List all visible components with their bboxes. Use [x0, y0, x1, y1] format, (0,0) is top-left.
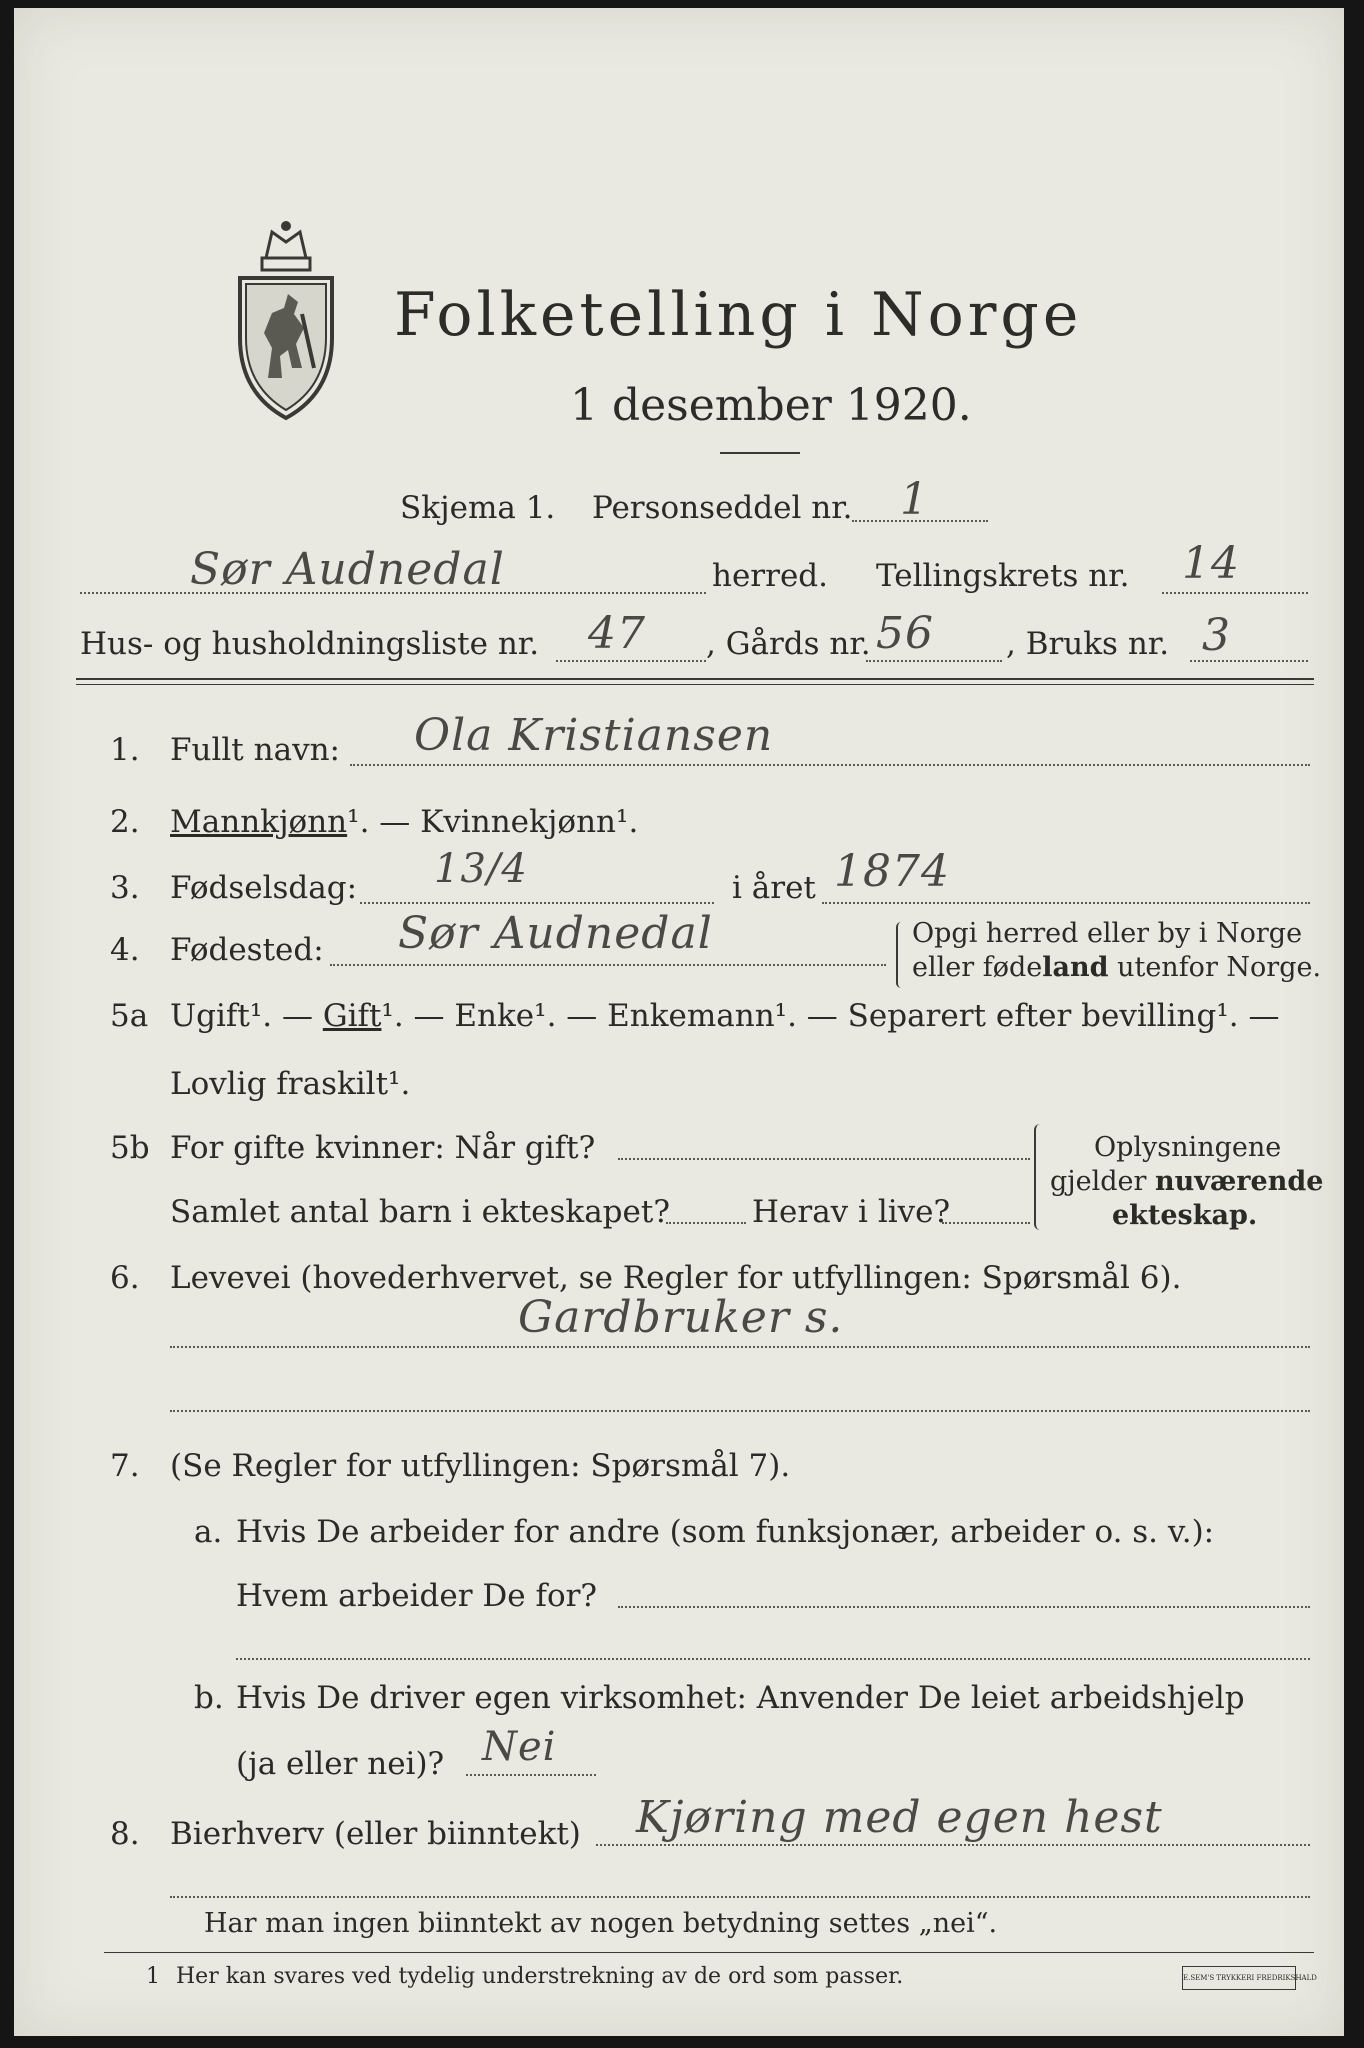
q5b-label-3: Herav i live?	[752, 1194, 951, 1230]
q5b-when-line	[618, 1158, 1030, 1160]
q4-line	[330, 964, 886, 966]
q5b-label-2: Samlet antal barn i ekteskapet?	[170, 1194, 670, 1230]
q1-full-name[interactable]: Ola Kristiansen	[414, 710, 774, 761]
q4-label: Fødested:	[170, 932, 324, 968]
census-date: 1 desember 1920.	[570, 380, 972, 431]
q8-label: Bierhverv (eller biinntekt)	[170, 1816, 581, 1852]
q1-number: 1.	[110, 732, 140, 768]
q7a-line-2	[236, 1658, 1310, 1660]
q2-options	[170, 804, 638, 840]
q7b-text: Hvis De driver egen virksomhet: Anvender De leiet arbeidshjelp	[236, 1680, 1245, 1716]
header-double-rule	[76, 678, 1314, 685]
q5b-number: 5b	[110, 1130, 150, 1166]
herred-label: herred.	[712, 558, 828, 594]
q6-occupation[interactable]: Gardbruker s.	[518, 1292, 844, 1343]
q4-note-2: eller fødeland utenfor Norge.	[912, 952, 1322, 983]
q7a-text: Hvis De arbeider for andre (som funksjonær, arbeider o. s. v.):	[236, 1514, 1215, 1550]
q3-date-line	[360, 902, 714, 904]
q2-mann[interactable]: Mannkjønn	[170, 804, 348, 840]
tellingskrets-label: Tellingskrets nr.	[876, 558, 1130, 594]
q5a-line2: Lovlig fraskilt¹.	[170, 1066, 411, 1102]
q5b-note-2: gjelder nuværende	[1050, 1166, 1324, 1197]
tellingskrets-line	[1162, 592, 1308, 594]
q5a-options: Ugift¹. — Gift¹. — Enke¹. — Enkemann¹. — Separert efter bevilling¹. —	[170, 998, 1280, 1034]
q5b-note-1: Oplysningene	[1094, 1132, 1282, 1163]
q5b-note-3: ekteskap.	[1112, 1200, 1258, 1231]
q8-side-income[interactable]: Kjøring med egen hest	[636, 1792, 1163, 1843]
q4-note-1: Opgi herred eller by i Norge	[912, 918, 1303, 949]
q3-birthday[interactable]: 13/4	[434, 846, 528, 892]
q6-number: 6.	[110, 1260, 140, 1296]
q7-label: (Se Regler for utfyllingen: Spørsmål 7).	[170, 1448, 791, 1484]
q7b-line	[466, 1774, 596, 1776]
q3-number: 3.	[110, 870, 140, 906]
q8-line-1	[596, 1844, 1310, 1846]
gards-nr[interactable]: 56	[876, 608, 934, 659]
q6-line-2	[170, 1410, 1310, 1412]
q5b-alive-line	[942, 1222, 1030, 1224]
q1-label: Fullt navn:	[170, 732, 340, 768]
q2-end: ¹.	[616, 804, 639, 840]
q4-number: 4.	[110, 932, 140, 968]
q3-aaret-label: i året	[732, 870, 816, 906]
coat-of-arms-icon	[232, 218, 340, 428]
gards-label: , Gårds nr.	[706, 626, 871, 662]
q7b-answer[interactable]: Nei	[482, 1724, 557, 1770]
footnote-number: 1	[146, 1964, 160, 1989]
tellingskrets-nr[interactable]: 14	[1182, 538, 1240, 589]
q5b-label-1: For gifte kvinner: Når gift?	[170, 1130, 596, 1166]
bruks-label: , Bruks nr.	[1006, 626, 1170, 662]
q5a-gift[interactable]: Gift	[322, 998, 382, 1034]
q3-label: Fødselsdag:	[170, 870, 358, 906]
census-form	[14, 8, 1344, 2036]
title-divider	[720, 452, 800, 454]
q4-birthplace[interactable]: Sør Audnedal	[398, 908, 713, 959]
q3-birth-year[interactable]: 1874	[834, 846, 950, 897]
q7b-question: (ja eller nei)?	[236, 1746, 445, 1782]
gards-line	[866, 660, 1002, 662]
footer-note: Har man ingen biinntekt av nogen betydning settes „nei“.	[204, 1908, 998, 1939]
form-title: Folketelling i Norge	[394, 280, 1083, 350]
husliste-label: Hus- og husholdningsliste nr.	[80, 626, 540, 662]
personseddel-nr[interactable]: 1	[900, 474, 929, 525]
q3-year-line	[822, 902, 1310, 904]
q6-line-1	[170, 1346, 1310, 1348]
q8-number: 8.	[110, 1816, 140, 1852]
footnote-text: Her kan svares ved tydelig understrekning av de ord som passer.	[176, 1964, 904, 1989]
q2-kvinne[interactable]: Kvinnekjønn	[420, 804, 617, 840]
personseddel-label: Personseddel nr.	[592, 490, 853, 526]
q7a-question: Hvem arbeider De for?	[236, 1578, 598, 1614]
q7a-letter: a.	[194, 1514, 223, 1550]
herred-value[interactable]: Sør Audnedal	[190, 544, 505, 595]
q7-number: 7.	[110, 1448, 140, 1484]
q1-line	[350, 764, 1310, 766]
q2-sep: ¹. —	[347, 804, 411, 840]
husliste-line	[556, 660, 706, 662]
q7b-letter: b.	[194, 1680, 224, 1716]
skjema-label: Skjema 1.	[400, 490, 556, 526]
q5b-brace	[1034, 1124, 1046, 1230]
q7a-line-1	[618, 1606, 1310, 1608]
q6-label: Levevei (hovederhvervet, se Regler for utfyllingen: Spørsmål 6).	[170, 1260, 1182, 1296]
husliste-nr[interactable]: 47	[588, 608, 646, 659]
q5a-number: 5a	[110, 998, 149, 1034]
footer-rule	[104, 1952, 1314, 1953]
q8-line-2	[170, 1896, 1310, 1898]
printer-stamp: E.SEM'S TRYKKERI FREDRIKSHALD	[1182, 1966, 1296, 1990]
q2-number: 2.	[110, 804, 140, 840]
q5b-children-line	[666, 1222, 746, 1224]
bruks-nr[interactable]: 3	[1202, 610, 1231, 661]
q4-brace	[896, 922, 906, 988]
